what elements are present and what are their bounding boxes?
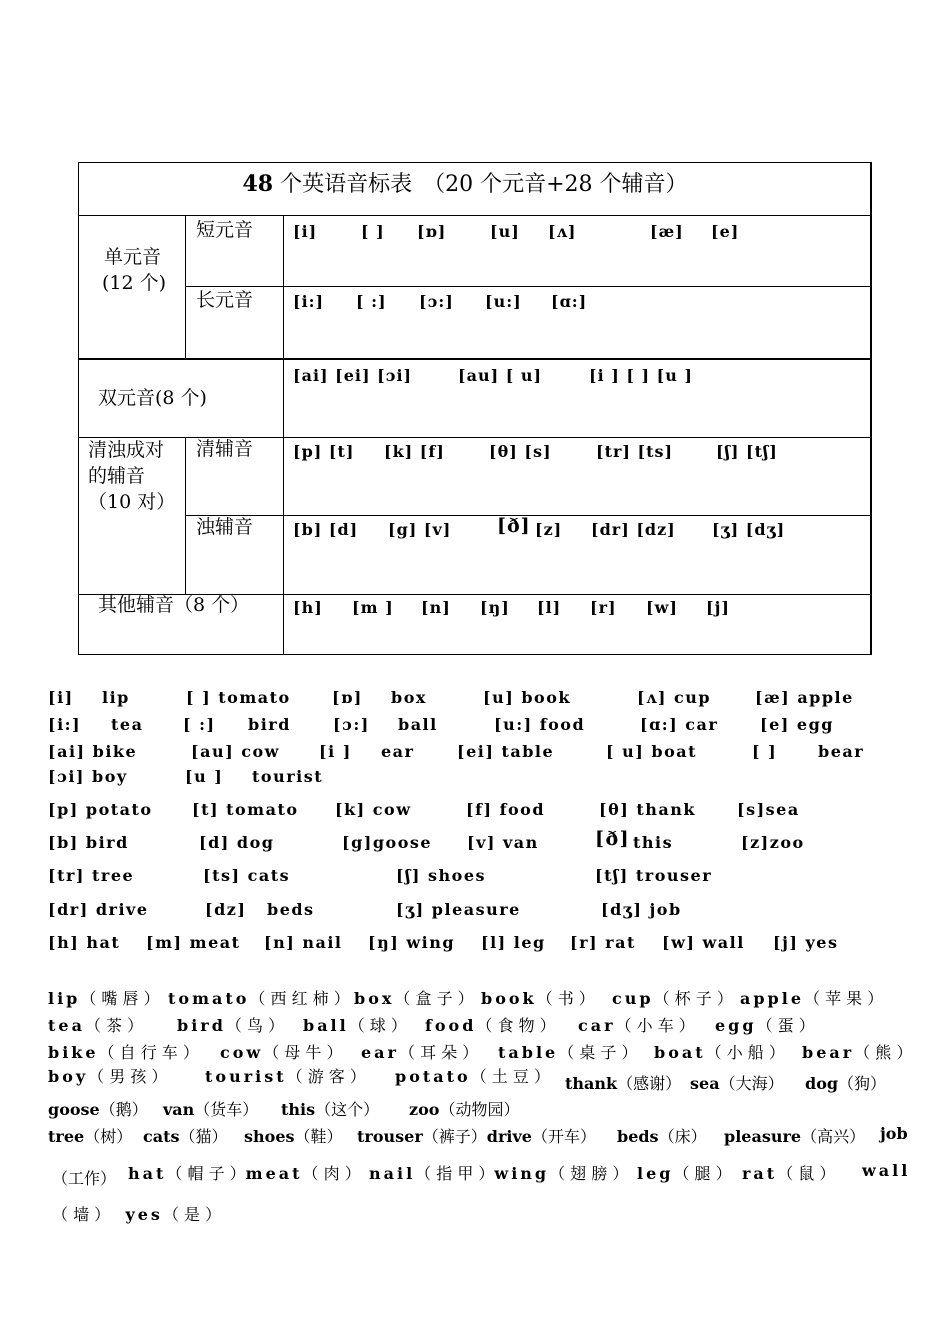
example-item: tourist: [252, 767, 324, 786]
monophthong-label: 单元音: [104, 246, 162, 268]
other-consonant: [j]: [706, 598, 730, 617]
vocab-meaning: （动物园）: [439, 1100, 520, 1119]
example-item: [t] tomato: [192, 800, 299, 819]
example-item: [l] leg: [481, 933, 546, 952]
voiceless-consonant: [ʃ] [tʃ]: [716, 442, 778, 461]
vocab-word: this: [281, 1100, 316, 1119]
example-item: [θ] thank: [599, 800, 696, 819]
vocab-meaning: （ 翅 膀 ）: [549, 1164, 629, 1183]
vocab-word: apple: [740, 989, 804, 1008]
vocab-meaning: （ 鼠 ）: [777, 1164, 836, 1183]
example-item: [dr] drive: [48, 900, 149, 919]
paired-consonant-label-3: （10 对）: [88, 491, 176, 513]
vocab-word: meat: [245, 1164, 303, 1183]
vocab-meaning: （ 帽 子 ）: [166, 1164, 246, 1183]
title-text: 个英语音标表 （20 个元音+28 个辅音）: [273, 172, 688, 197]
example-item: [r] rat: [570, 933, 636, 952]
diphthong-group: [ai] [ei] [ɔi]: [293, 366, 413, 385]
vocab-meaning: （货车）: [194, 1100, 259, 1119]
vocab-word: rat: [742, 1164, 778, 1183]
voiced-consonant: [g] [v]: [388, 520, 452, 539]
example-item: [ŋ] wing: [368, 933, 456, 952]
example-item: [ʒ] pleasure: [396, 900, 521, 919]
vocab-word: boat: [654, 1043, 706, 1062]
vocab-word: beds: [617, 1127, 659, 1146]
vocab-meaning: （ 指 甲 ）: [415, 1164, 495, 1183]
vocab-word: potato: [395, 1067, 471, 1086]
example-item: [ ] tomato: [186, 688, 291, 707]
example-item: [ u] boat: [606, 742, 698, 761]
vocab-meaning: （ 土 豆 ）: [470, 1067, 550, 1086]
diphthong-group: [au] [ u]: [458, 366, 543, 385]
vocab-meaning: （ 是 ）: [162, 1205, 222, 1224]
short-vowel: [ʌ]: [548, 222, 577, 241]
vocab-meaning: （ 茶 ）: [84, 1016, 144, 1035]
vocab-meaning: （鞋）: [294, 1127, 343, 1146]
voiceless-consonant: [p] [t]: [293, 442, 355, 461]
vocab-meaning: （ 耳 朵 ）: [398, 1043, 479, 1062]
vocab-meaning: （ 桌 子 ）: [558, 1043, 638, 1062]
example-item: [p] potato: [48, 800, 153, 819]
other-consonant: [l]: [537, 598, 562, 617]
diphthong-label: 双元音(8 个): [98, 387, 207, 409]
other-consonant: [w]: [646, 598, 678, 617]
example-item: ear: [381, 742, 415, 761]
vocab-meaning: （ 自 行 车 ）: [98, 1043, 199, 1062]
example-item: [æ] apple: [755, 688, 854, 707]
short-vowel-label: 短元音: [196, 219, 254, 241]
other-consonant-label: 其他辅音（8 个）: [98, 594, 250, 616]
vocab-word: ear: [361, 1043, 399, 1062]
short-vowel: [ ]: [361, 222, 385, 241]
example-item: bird: [248, 715, 291, 734]
vocab-word: box: [354, 989, 395, 1008]
vocab-word: pleasure: [724, 1127, 802, 1146]
vocab-meaning: （ 鸟 ）: [225, 1016, 285, 1035]
vocab-word: dog: [805, 1074, 839, 1093]
vocab-word: lip: [48, 989, 81, 1008]
voiced-consonant: [dr] [dz]: [591, 520, 676, 539]
vocab-word: nail: [369, 1164, 416, 1183]
example-item: [tr] tree: [48, 866, 135, 885]
vocab-word: table: [498, 1043, 559, 1062]
vocab-meaning: （ 墙 ）: [52, 1205, 111, 1224]
long-vowel: [ɔ:]: [419, 292, 454, 311]
vocab-meaning: （ 小 车 ）: [615, 1016, 695, 1035]
example-item: [ :]: [183, 715, 216, 734]
vocab-word: car: [578, 1016, 616, 1035]
example-item: [k] cow: [335, 800, 412, 819]
example-item: [i ]: [319, 742, 352, 761]
example-item: [u] book: [483, 688, 571, 707]
vocab-meaning: （大海）: [719, 1074, 784, 1093]
vocab-meaning: （ 小 船 ）: [705, 1043, 785, 1062]
vocab-meaning: （工作）: [52, 1169, 117, 1188]
vocab-word: tourist: [205, 1067, 287, 1086]
vocab-word: tomato: [168, 989, 250, 1008]
vocab-word: hat: [128, 1164, 167, 1183]
example-item: [h] hat: [48, 933, 121, 952]
example-item: [f] food: [466, 800, 546, 819]
voiced-consonant: [ʒ] [dʒ]: [712, 520, 786, 539]
vocab-word: food: [425, 1016, 477, 1035]
example-item: [ʌ] cup: [637, 688, 712, 707]
example-item: lip: [102, 688, 130, 707]
example-item: [b] bird: [48, 833, 129, 852]
example-item: [ɑ:] car: [640, 715, 719, 734]
example-item: [dʒ] job: [601, 900, 682, 919]
voiced-consonant: [z]: [535, 520, 563, 539]
other-consonant: [r]: [590, 598, 617, 617]
example-item: [ʃ] shoes: [396, 866, 487, 885]
vocab-meaning: （ 男 孩 ）: [88, 1067, 168, 1086]
vocab-meaning: （开车）: [531, 1127, 596, 1146]
vocab-meaning: （这个）: [315, 1100, 380, 1119]
example-item: [ɒ]: [332, 688, 363, 707]
vocab-word: tea: [48, 1016, 85, 1035]
short-vowel: [i]: [293, 222, 318, 241]
vocab-word: trouser: [357, 1127, 423, 1146]
example-item: [z]zoo: [741, 833, 805, 852]
vocab-word: bear: [802, 1043, 855, 1062]
example-item: [au] cow: [191, 742, 280, 761]
other-consonant: [m ]: [352, 598, 394, 617]
example-item: [d] dog: [199, 833, 275, 852]
long-vowel: [u:]: [485, 292, 522, 311]
short-vowel: [ɒ]: [417, 222, 447, 241]
example-item: [s]sea: [737, 800, 800, 819]
vocab-meaning: （高兴）: [801, 1127, 866, 1146]
example-item: [w] wall: [662, 933, 745, 952]
vocab-meaning: （ 食 物 ）: [476, 1016, 556, 1035]
voiceless-consonant: [θ] [s]: [489, 442, 552, 461]
voiced-label: 浊辅音: [196, 516, 254, 538]
long-vowel: [ :]: [356, 292, 387, 311]
vocab-meaning: （狗）: [838, 1074, 887, 1093]
vocab-word: zoo: [409, 1100, 440, 1119]
vocab-meaning: （ 肉 ）: [302, 1164, 361, 1183]
vocab-meaning: （ 嘴 唇 ）: [80, 989, 160, 1008]
long-vowel: [ɑ:]: [551, 292, 588, 311]
vocab-meaning: （ 游 客 ）: [286, 1067, 366, 1086]
title-number: 48: [242, 171, 274, 197]
example-item: this: [633, 833, 674, 852]
vocab-meaning: （裤子）: [422, 1127, 487, 1146]
example-item: [ð]: [595, 828, 631, 850]
other-consonant: [n]: [421, 598, 451, 617]
paired-consonant-label-2: 的辅音: [88, 465, 146, 487]
vocab-word: drive: [486, 1127, 532, 1146]
example-item: [e] egg: [760, 715, 834, 734]
vocab-word: leg: [637, 1164, 674, 1183]
vocab-meaning: （ 熊 ）: [854, 1043, 913, 1062]
example-item: [v] van: [467, 833, 539, 852]
vocab-word: yes: [125, 1205, 163, 1224]
vocab-word: tree: [48, 1127, 85, 1146]
example-item: [i:]: [48, 715, 82, 734]
vocab-word: job: [880, 1124, 908, 1143]
example-item: [j] yes: [773, 933, 839, 952]
vocab-meaning: （ 蛋 ）: [756, 1016, 815, 1035]
example-item: [g]goose: [342, 833, 433, 852]
paired-consonant-label-1: 清浊成对: [88, 439, 165, 461]
vocab-meaning: （ 母 牛 ）: [263, 1043, 343, 1062]
vocab-meaning: （树）: [84, 1127, 133, 1146]
example-item: [ ]: [752, 742, 778, 761]
vocab-meaning: （ 西 红 柿 ）: [249, 989, 350, 1008]
vocab-word: shoes: [244, 1127, 295, 1146]
example-item: [ɔi] boy: [48, 767, 128, 786]
diphthong-group: [i ] [ ] [u ]: [589, 366, 693, 385]
short-vowel: [æ]: [650, 222, 684, 241]
example-item: [ai] bike: [48, 742, 138, 761]
example-item: box: [391, 688, 427, 707]
voiced-consonant: [b] [d]: [293, 520, 359, 539]
example-item: [u ]: [185, 767, 224, 786]
example-item: bear: [818, 742, 865, 761]
vocab-meaning: （床）: [658, 1127, 707, 1146]
voiced-consonant: [ð]: [497, 515, 531, 537]
vocab-meaning: （猫）: [179, 1127, 228, 1146]
vocab-word: wall: [862, 1161, 911, 1180]
vocab-word: boy: [48, 1067, 89, 1086]
vocab-word: book: [481, 989, 537, 1008]
vocab-meaning: （ 杯 子 ）: [653, 989, 733, 1008]
vocab-meaning: （鹅）: [99, 1100, 148, 1119]
monophthong-count: (12 个): [102, 272, 167, 294]
example-item: ball: [398, 715, 438, 734]
vocab-meaning: （ 苹 果 ）: [804, 989, 884, 1008]
vocab-meaning: （ 球 ）: [348, 1016, 407, 1035]
voiceless-consonant: [k] [f]: [384, 442, 445, 461]
long-vowel: [i:]: [293, 292, 325, 311]
vocab-meaning: （ 书 ）: [536, 989, 595, 1008]
vocab-meaning: （ 盒 子 ）: [394, 989, 474, 1008]
example-item: [n] nail: [264, 933, 343, 952]
vocab-word: cats: [143, 1127, 180, 1146]
table-title: [0, 170, 940, 199]
example-item: [ts] cats: [203, 866, 291, 885]
example-item: [dz]: [205, 900, 247, 919]
voiceless-label: 清辅音: [196, 438, 254, 460]
vocab-word: wing: [494, 1164, 550, 1183]
other-consonant: [h]: [293, 598, 323, 617]
vocab-word: egg: [715, 1016, 757, 1035]
other-consonant: [ŋ]: [480, 598, 510, 617]
example-item: [u:] food: [494, 715, 586, 734]
voiceless-consonant: [tr] [ts]: [596, 442, 674, 461]
vocab-word: sea: [690, 1074, 720, 1093]
example-item: beds: [267, 900, 315, 919]
example-item: [i]: [48, 688, 74, 707]
vocab-word: cup: [612, 989, 654, 1008]
example-item: [ei] table: [457, 742, 555, 761]
vocab-word: thank: [565, 1074, 618, 1093]
vocab-word: van: [163, 1100, 195, 1119]
example-item: [m] meat: [146, 933, 241, 952]
example-item: [tʃ] trouser: [595, 866, 713, 885]
vocab-meaning: （感谢）: [617, 1074, 682, 1093]
short-vowel: [u]: [490, 222, 520, 241]
vocab-word: bird: [177, 1016, 226, 1035]
vocab-meaning: （ 腿 ）: [673, 1164, 732, 1183]
vocab-word: goose: [48, 1100, 100, 1119]
vocab-word: cow: [220, 1043, 264, 1062]
vocab-word: bike: [48, 1043, 99, 1062]
example-item: [ɔ:]: [333, 715, 370, 734]
short-vowel: [e]: [711, 222, 740, 241]
vocab-word: ball: [303, 1016, 349, 1035]
long-vowel-label: 长元音: [196, 289, 254, 311]
example-item: tea: [111, 715, 144, 734]
